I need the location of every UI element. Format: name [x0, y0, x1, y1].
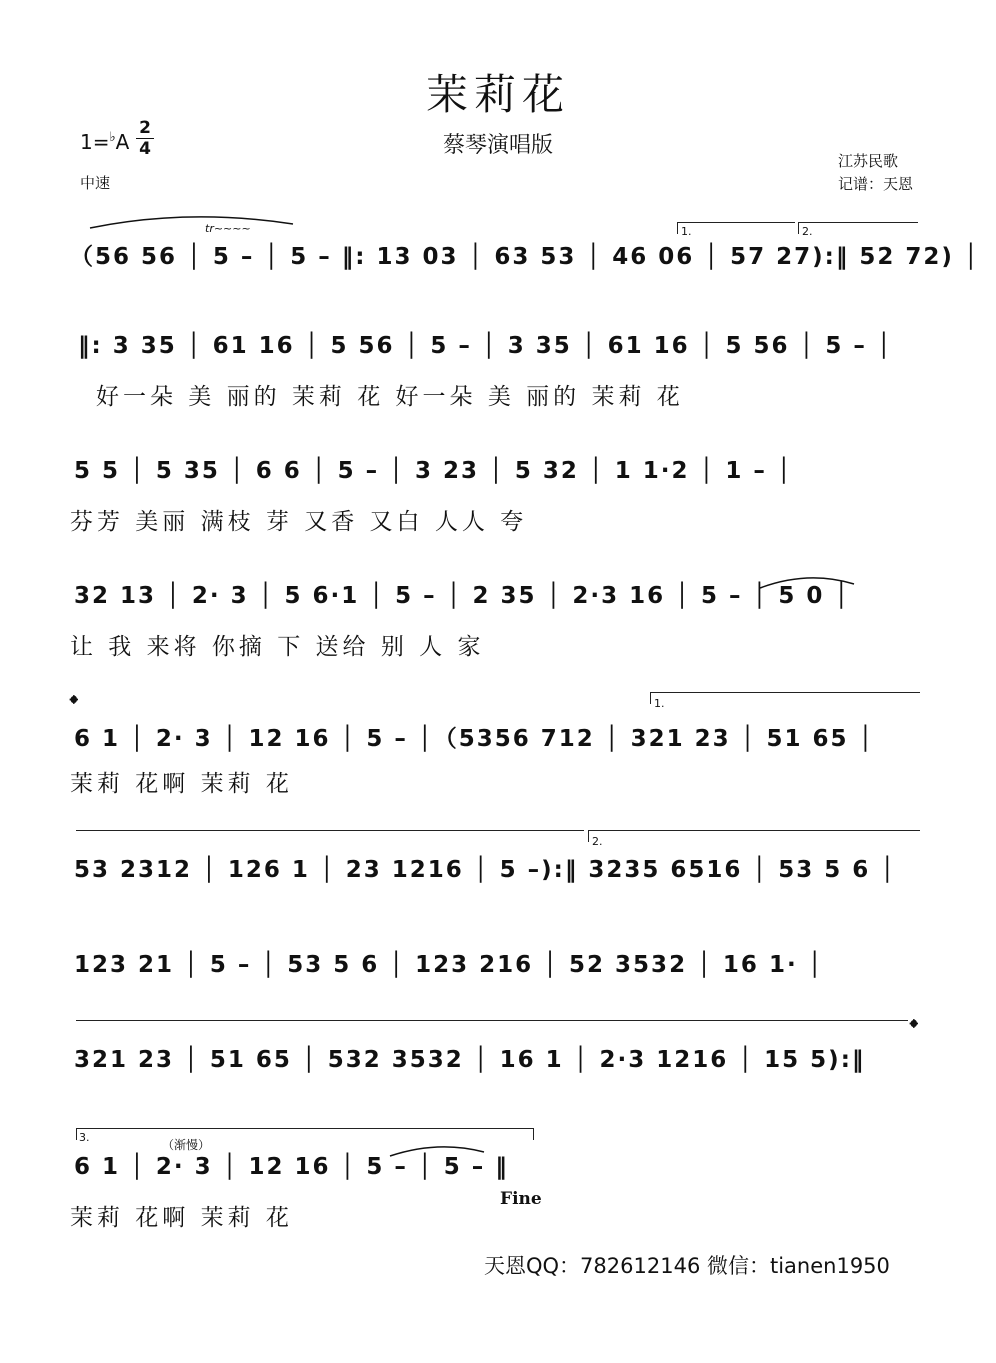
ending-bracket-3-edge [533, 1128, 534, 1140]
trill-mark: tr~~~~ [205, 222, 251, 235]
ending-bracket-2 [798, 222, 918, 223]
flat-icon: ♭ [109, 130, 116, 145]
time-signature [136, 118, 154, 159]
coda-icon: 𝄌 [70, 692, 78, 717]
meter-bottom: 4 [139, 139, 151, 159]
music-line: ‖: 3 35 │ 61 16 │ 5 56 │ 5 – │ 3 35 │ 61 16 │ 5 56 │ 5 – │ [78, 333, 893, 359]
fine-marking: Fine [500, 1189, 542, 1209]
page-title: 茉莉花 [425, 70, 570, 119]
ending-bracket-1-edge [650, 692, 651, 704]
lyric-line: 茉莉 花啊 茉莉 花 [70, 1205, 293, 1231]
ending-label: 2. [592, 835, 603, 848]
ending-bracket-2-edge [798, 222, 799, 234]
page-subtitle: 蔡琴演唱版 [442, 133, 553, 158]
contact-info: 天恩QQ：782612146 微信：tianen1950 [484, 1254, 890, 1278]
coda-icon: 𝄌 [910, 1016, 918, 1041]
ending-bracket-1 [677, 222, 795, 223]
music-line: 5 5 │ 5 35 │ 6 6 │ 5 – │ 3 23 │ 5 32 │ 1 1·2 │ 1 – │ [74, 458, 793, 484]
music-line: 123 21 │ 5 – │ 53 5 6 │ 123 216 │ 52 3532 │ 16 1· │ [74, 952, 824, 978]
key-label: 1= [80, 130, 110, 154]
ending-continuation [76, 830, 584, 831]
lyric-line: 好一朵 美 丽的 茉莉 花 好一朵 美 丽的 茉莉 花 [96, 384, 684, 410]
music-line: 6 1 │ 2· 3 │ 12 16 │ 5 – │ 5 – ‖ [74, 1154, 509, 1180]
ending-bracket-1-edge [677, 222, 678, 234]
slur-mark [88, 208, 298, 230]
ending-label: 2. [802, 225, 813, 238]
lyric-line: 让 我 来将 你摘 下 送给 别 人 家 [70, 634, 485, 660]
meter-top: 2 [136, 118, 154, 139]
music-line: （56 56 │ 5 – │ 5 – ‖: 13 03 │ 63 53 │ 46 06 │ 57 27):‖ 52 72) │ [70, 244, 980, 270]
music-line: 53 2312 │ 126 1 │ 23 1216 │ 5 –):‖ 3235 6516 │ 53 5 6 │ [74, 857, 897, 883]
ending-bracket-2-edge [588, 830, 589, 842]
key-signature [80, 130, 129, 154]
ending-bracket-2 [588, 830, 920, 831]
ending-label: 1. [681, 225, 692, 238]
ending-label: 1. [654, 697, 665, 710]
slowdown-marking: （渐慢） [162, 1138, 211, 1152]
ending-bracket-3 [76, 1128, 534, 1129]
ending-continuation [76, 1020, 908, 1021]
song-origin: 江苏民歌 [838, 152, 899, 170]
lyric-line: 茉莉 花啊 茉莉 花 [70, 771, 293, 797]
music-line: 32 13 │ 2· 3 │ 5 6·1 │ 5 – │ 2 35 │ 2·3 16 │ 5 – │ 5 0 │ [74, 583, 851, 609]
transcriber-credit: 记谱：天恩 [838, 175, 914, 193]
tempo-marking: 中速 [80, 174, 111, 192]
music-line: 321 23 │ 51 65 │ 532 3532 │ 16 1 │ 2·3 1216 │ 15 5):‖ [74, 1047, 866, 1073]
key-note: A [115, 130, 130, 154]
ending-label: 3. [79, 1131, 90, 1144]
ending-bracket-3-edge [76, 1128, 77, 1140]
music-line: 6 1 │ 2· 3 │ 12 16 │ 5 – │（5356 712 │ 321 23 │ 51 65 │ [74, 726, 875, 752]
lyric-line: 芬芳 美丽 满枝 芽 又香 又白 人人 夸 [70, 509, 528, 535]
ending-bracket-1 [650, 692, 920, 693]
